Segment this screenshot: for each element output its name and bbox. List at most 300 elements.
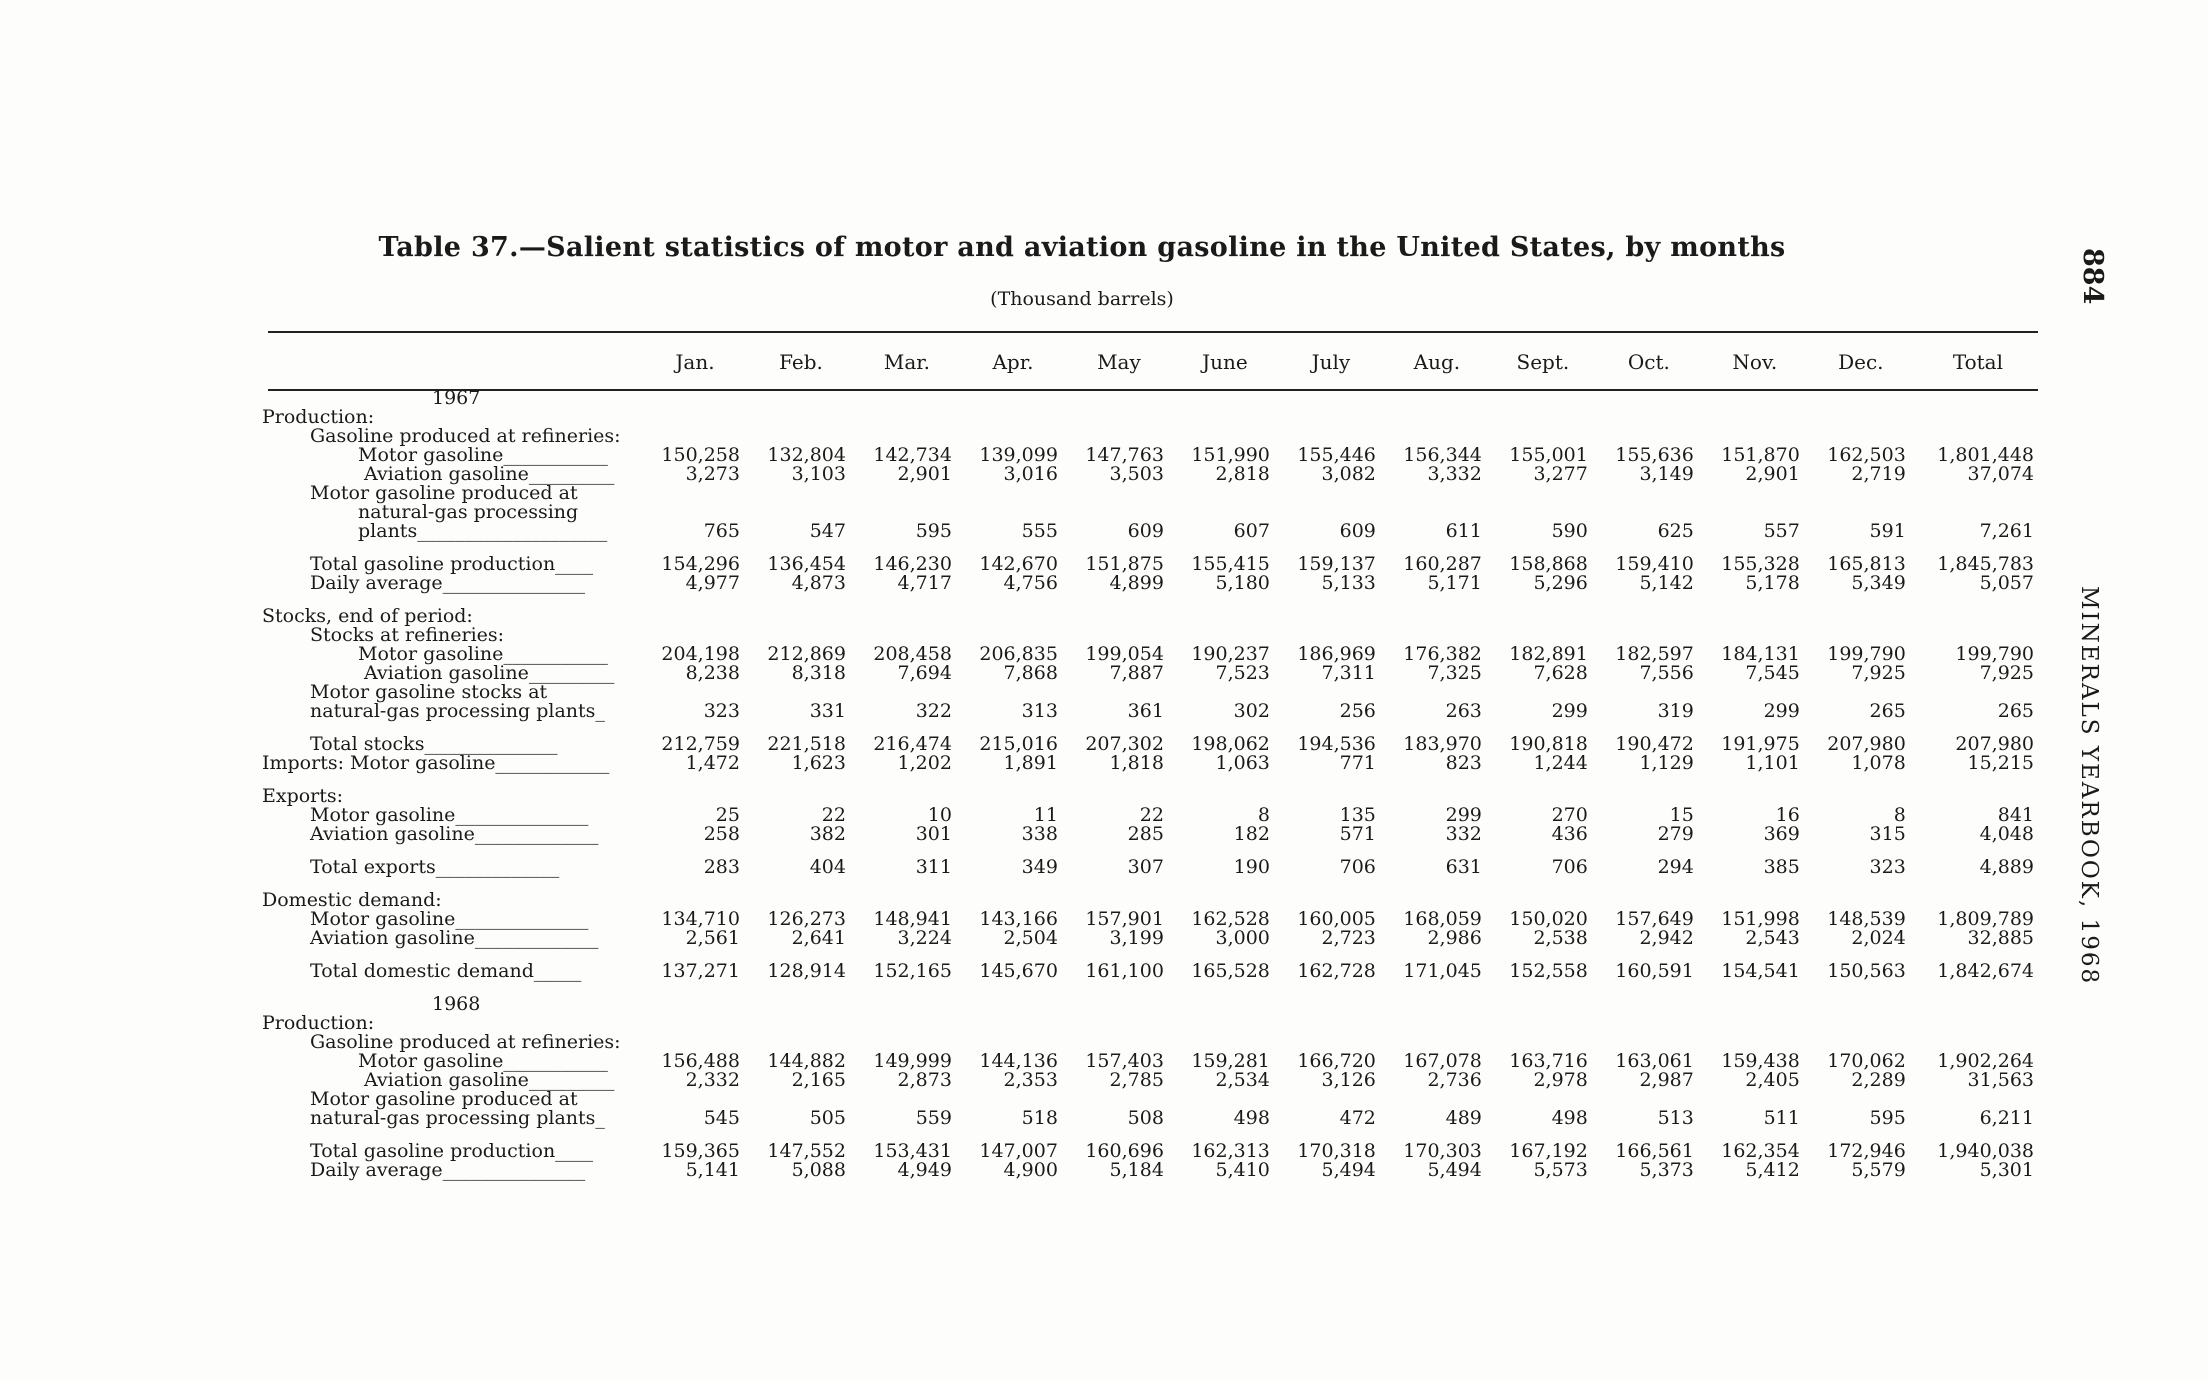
value-cell — [1702, 389, 1808, 408]
value-cell: 3,126 — [1321, 1069, 1376, 1091]
row-label: Total exports_____________ — [310, 856, 560, 878]
section-label-row — [262, 389, 2042, 408]
value-cell: 571 — [1339, 823, 1376, 845]
value-cell: 611 — [1445, 520, 1482, 542]
value-cell: 5,133 — [1321, 572, 1376, 594]
value-cell — [1808, 408, 1914, 427]
value-cell: 3,273 — [685, 463, 740, 485]
value-cell: 511 — [1763, 1107, 1800, 1129]
value-cell — [748, 1014, 854, 1033]
value-cell: 142,734 — [873, 444, 952, 466]
value-cell: 145,670 — [979, 960, 1058, 982]
row-label: Aviation gasoline_____________ — [310, 927, 599, 949]
value-cell: 207,302 — [1085, 733, 1164, 755]
value-cell: 139,099 — [979, 444, 1058, 466]
value-cell: 361 — [1127, 700, 1164, 722]
value-cell: 157,901 — [1085, 908, 1164, 930]
row-label: natural-gas processing plants_ — [310, 700, 605, 722]
value-cell: 16 — [1775, 804, 1800, 826]
value-cell: 150,258 — [661, 444, 740, 466]
value-cell — [1702, 607, 1808, 626]
value-cell: 489 — [1445, 1107, 1482, 1129]
value-cell: 152,558 — [1509, 960, 1588, 982]
value-cell: 283 — [703, 856, 740, 878]
value-cell: 161,100 — [1085, 960, 1164, 982]
value-cell: 265 — [1997, 700, 2034, 722]
value-cell: 182,891 — [1509, 643, 1588, 665]
table-row — [262, 825, 2042, 844]
value-cell: 7,887 — [1109, 662, 1164, 684]
value-cell — [1384, 484, 1490, 503]
value-cell — [1384, 1014, 1490, 1033]
row-label: Total domestic demand_____ — [310, 960, 582, 982]
value-cell — [1596, 607, 1702, 626]
value-cell: 1,809,789 — [1937, 908, 2034, 930]
spacer-row — [262, 981, 2042, 995]
value-cell: 3,000 — [1215, 927, 1270, 949]
column-header: Oct. — [1627, 349, 1670, 374]
value-cell: 147,763 — [1085, 444, 1164, 466]
value-cell: 5,579 — [1851, 1159, 1906, 1181]
value-cell — [1172, 484, 1278, 503]
value-cell: 322 — [915, 700, 952, 722]
value-cell: 150,020 — [1509, 908, 1588, 930]
value-cell: 1,801,448 — [1937, 444, 2034, 466]
value-cell: 2,024 — [1851, 927, 1906, 949]
value-cell: 170,062 — [1827, 1050, 1906, 1072]
value-cell: 3,277 — [1533, 463, 1588, 485]
value-cell: 823 — [1445, 752, 1482, 774]
value-cell: 159,410 — [1615, 553, 1694, 575]
column-header: Total — [1952, 349, 2003, 374]
value-cell — [1702, 484, 1808, 503]
section-label-row — [262, 995, 2042, 1014]
value-cell: 212,869 — [767, 643, 846, 665]
value-cell: 2,986 — [1427, 927, 1482, 949]
value-cell: 609 — [1127, 520, 1164, 542]
value-cell: 591 — [1869, 520, 1906, 542]
value-cell — [1702, 995, 1808, 1014]
value-cell — [1596, 995, 1702, 1014]
value-cell: 159,438 — [1721, 1050, 1800, 1072]
value-cell: 285 — [1127, 823, 1164, 845]
value-cell: 265 — [1869, 700, 1906, 722]
header-row — [262, 335, 2042, 389]
row-label: Production: — [262, 1012, 375, 1034]
value-cell: 204,198 — [661, 643, 740, 665]
value-cell: 1,244 — [1533, 752, 1588, 774]
value-cell — [1172, 1014, 1278, 1033]
row-label: Motor gasoline produced at — [310, 482, 578, 504]
value-cell: 182,597 — [1615, 643, 1694, 665]
value-cell — [1278, 408, 1384, 427]
value-cell: 2,534 — [1215, 1069, 1270, 1091]
value-cell — [1808, 995, 1914, 1014]
value-cell: 31,563 — [1967, 1069, 2034, 1091]
value-cell — [1384, 607, 1490, 626]
row-label: Daily average_______________ — [310, 1159, 586, 1181]
value-cell — [1278, 1014, 1384, 1033]
value-cell — [642, 484, 748, 503]
value-cell: 184,131 — [1721, 643, 1800, 665]
value-cell: 171,045 — [1403, 960, 1482, 982]
row-label: natural-gas processing plants_ — [310, 1107, 605, 1129]
value-cell: 765 — [703, 520, 740, 542]
row-label: Motor gasoline produced at — [310, 1088, 578, 1110]
value-cell: 4,873 — [791, 572, 846, 594]
value-cell: 208,458 — [873, 643, 952, 665]
value-cell: 183,970 — [1403, 733, 1482, 755]
value-cell — [1278, 389, 1384, 408]
value-cell: 162,354 — [1721, 1140, 1800, 1162]
value-cell: 147,007 — [979, 1140, 1058, 1162]
value-cell — [748, 484, 854, 503]
value-cell: 5,373 — [1639, 1159, 1694, 1181]
value-cell — [642, 995, 748, 1014]
row-label: Domestic demand: — [262, 889, 442, 911]
value-cell: 2,873 — [897, 1069, 952, 1091]
value-cell: 15,215 — [1967, 752, 2034, 774]
value-cell: 1,623 — [791, 752, 846, 774]
value-cell — [1490, 484, 1596, 503]
value-cell: 4,756 — [1003, 572, 1058, 594]
value-cell — [748, 607, 854, 626]
value-cell: 216,474 — [873, 733, 952, 755]
gasoline-statistics-table — [262, 335, 2042, 1180]
value-cell: 159,137 — [1297, 553, 1376, 575]
value-cell: 2,332 — [685, 1069, 740, 1091]
value-cell — [1490, 607, 1596, 626]
value-cell: 162,503 — [1827, 444, 1906, 466]
value-cell: 1,891 — [1003, 752, 1058, 774]
value-cell: 10 — [927, 804, 952, 826]
value-cell: 212,759 — [661, 733, 740, 755]
row-label: Aviation gasoline_________ — [364, 1069, 615, 1091]
value-cell — [1490, 389, 1596, 408]
value-cell — [1066, 389, 1172, 408]
value-cell — [854, 995, 960, 1014]
value-cell: 22 — [1139, 804, 1164, 826]
row-label: Motor gasoline___________ — [358, 444, 608, 466]
value-cell: 154,541 — [1721, 960, 1800, 982]
value-cell — [1384, 389, 1490, 408]
value-cell: 2,504 — [1003, 927, 1058, 949]
value-cell: 155,446 — [1297, 444, 1376, 466]
value-cell: 311 — [915, 856, 952, 878]
running-head: MINERALS YEARBOOK, 1968 — [2076, 586, 2102, 986]
value-cell: 8 — [1893, 804, 1906, 826]
value-cell — [1066, 484, 1172, 503]
value-cell: 1,472 — [685, 752, 740, 774]
value-cell: 206,835 — [979, 643, 1058, 665]
value-cell: 156,344 — [1403, 444, 1482, 466]
table-row — [262, 522, 2042, 541]
value-cell — [1172, 408, 1278, 427]
value-cell — [854, 607, 960, 626]
value-cell: 382 — [809, 823, 846, 845]
row-label: Motor gasoline___________ — [358, 643, 608, 665]
value-cell: 166,561 — [1615, 1140, 1694, 1162]
value-cell — [1278, 484, 1384, 503]
value-cell — [1490, 1014, 1596, 1033]
value-cell — [854, 408, 960, 427]
value-cell: 170,318 — [1297, 1140, 1376, 1162]
value-cell: 163,716 — [1509, 1050, 1588, 1072]
value-cell — [1808, 389, 1914, 408]
value-cell: 498 — [1233, 1107, 1270, 1129]
value-cell: 147,552 — [767, 1140, 846, 1162]
value-cell: 2,978 — [1533, 1069, 1588, 1091]
table-body — [262, 389, 2042, 1180]
value-cell: 162,528 — [1191, 908, 1270, 930]
column-header: Dec. — [1838, 349, 1884, 374]
value-cell: 3,199 — [1109, 927, 1164, 949]
table-subtitle: (Thousand barrels) — [990, 288, 1174, 310]
value-cell: 160,287 — [1403, 553, 1482, 575]
value-cell: 148,539 — [1827, 908, 1906, 930]
value-cell — [748, 389, 854, 408]
value-cell: 15 — [1669, 804, 1694, 826]
value-cell: 472 — [1339, 1107, 1376, 1129]
column-header: Mar. — [883, 349, 931, 374]
value-cell: 331 — [809, 700, 846, 722]
value-cell: 299 — [1551, 700, 1588, 722]
value-cell — [960, 995, 1066, 1014]
value-cell: 385 — [1763, 856, 1800, 878]
value-cell: 5,573 — [1533, 1159, 1588, 1181]
value-cell: 190,237 — [1191, 643, 1270, 665]
value-cell — [1914, 607, 2042, 626]
value-cell: 137,271 — [661, 960, 740, 982]
value-cell: 2,818 — [1215, 463, 1270, 485]
value-cell: 148,941 — [873, 908, 952, 930]
value-cell: 153,431 — [873, 1140, 952, 1162]
value-cell: 1,845,783 — [1937, 553, 2034, 575]
value-cell: 5,141 — [685, 1159, 740, 1181]
row-label: natural-gas processing — [358, 501, 579, 523]
value-cell — [748, 408, 854, 427]
value-cell: 162,728 — [1297, 960, 1376, 982]
table-row — [262, 962, 2042, 981]
value-cell: 199,790 — [1955, 643, 2034, 665]
value-cell: 2,538 — [1533, 927, 1588, 949]
value-cell: 2,543 — [1745, 927, 1800, 949]
value-cell: 590 — [1551, 520, 1588, 542]
value-cell: 155,328 — [1721, 553, 1800, 575]
value-cell: 323 — [1869, 856, 1906, 878]
value-cell: 263 — [1445, 700, 1482, 722]
value-cell: 182 — [1233, 823, 1270, 845]
value-cell: 270 — [1551, 804, 1588, 826]
year-heading: 1967 — [432, 387, 481, 409]
value-cell — [1066, 1014, 1172, 1033]
value-cell: 1,818 — [1109, 752, 1164, 774]
value-cell: 221,518 — [767, 733, 846, 755]
value-cell — [642, 408, 748, 427]
value-cell: 349 — [1021, 856, 1058, 878]
column-header: June — [1202, 349, 1248, 374]
value-cell — [1490, 408, 1596, 427]
row-label: Total gasoline production____ — [310, 1140, 594, 1162]
value-cell: 302 — [1233, 700, 1270, 722]
value-cell: 151,990 — [1191, 444, 1270, 466]
value-cell: 8,318 — [791, 662, 846, 684]
value-cell: 4,900 — [1003, 1159, 1058, 1181]
value-cell: 190,472 — [1615, 733, 1694, 755]
value-cell: 207,980 — [1827, 733, 1906, 755]
value-cell: 149,999 — [873, 1050, 952, 1072]
row-label: Total stocks______________ — [310, 733, 558, 755]
value-cell — [1914, 408, 2042, 427]
value-cell: 5,349 — [1851, 572, 1906, 594]
value-cell: 5,178 — [1745, 572, 1800, 594]
row-label: Total gasoline production____ — [310, 553, 594, 575]
value-cell: 134,710 — [661, 908, 740, 930]
value-cell — [854, 1014, 960, 1033]
value-cell: 163,061 — [1615, 1050, 1694, 1072]
value-cell: 256 — [1339, 700, 1376, 722]
value-cell — [642, 389, 748, 408]
value-cell: 165,528 — [1191, 960, 1270, 982]
column-header: Nov. — [1732, 349, 1778, 374]
spacer-row — [262, 773, 2042, 787]
value-cell — [1066, 607, 1172, 626]
value-cell: 155,001 — [1509, 444, 1588, 466]
value-cell: 332 — [1445, 823, 1482, 845]
value-cell: 2,165 — [791, 1069, 846, 1091]
value-cell — [1808, 607, 1914, 626]
value-cell: 3,332 — [1427, 463, 1482, 485]
value-cell: 595 — [915, 520, 952, 542]
value-cell: 159,365 — [661, 1140, 740, 1162]
value-cell: 7,556 — [1639, 662, 1694, 684]
value-cell: 3,082 — [1321, 463, 1376, 485]
value-cell: 299 — [1763, 700, 1800, 722]
value-cell: 151,870 — [1721, 444, 1800, 466]
table-row — [262, 574, 2042, 593]
value-cell: 2,987 — [1639, 1069, 1694, 1091]
value-cell: 557 — [1763, 520, 1800, 542]
value-cell: 1,842,674 — [1937, 960, 2034, 982]
column-header: July — [1311, 349, 1351, 374]
value-cell: 7,311 — [1321, 662, 1376, 684]
value-cell: 5,171 — [1427, 572, 1482, 594]
value-cell — [1172, 995, 1278, 1014]
value-cell: 2,289 — [1851, 1069, 1906, 1091]
row-label: Motor gasoline___________ — [358, 1050, 608, 1072]
value-cell: 8 — [1257, 804, 1270, 826]
value-cell: 37,074 — [1967, 463, 2034, 485]
value-cell: 315 — [1869, 823, 1906, 845]
value-cell: 5,494 — [1321, 1159, 1376, 1181]
value-cell: 5,142 — [1639, 572, 1694, 594]
value-cell: 162,313 — [1191, 1140, 1270, 1162]
year-heading: 1968 — [432, 993, 481, 1015]
column-header: Jan. — [675, 349, 715, 374]
value-cell — [960, 408, 1066, 427]
value-cell — [1596, 484, 1702, 503]
value-cell — [1172, 389, 1278, 408]
value-cell: 167,192 — [1509, 1140, 1588, 1162]
value-cell: 2,353 — [1003, 1069, 1058, 1091]
value-cell: 505 — [809, 1107, 846, 1129]
table-title: Table 37.—Salient statistics of motor and aviation gasoline in the United States, by months — [378, 232, 1786, 263]
value-cell — [854, 484, 960, 503]
table-row — [262, 858, 2042, 877]
value-cell: 513 — [1657, 1107, 1694, 1129]
value-cell: 3,503 — [1109, 463, 1164, 485]
row-label: Aviation gasoline_________ — [364, 463, 615, 485]
value-cell — [748, 995, 854, 1014]
value-cell: 545 — [703, 1107, 740, 1129]
value-cell — [1490, 995, 1596, 1014]
spacer-cell — [262, 593, 2042, 607]
row-label: Exports: — [262, 785, 344, 807]
value-cell: 4,048 — [1979, 823, 2034, 845]
value-cell: 4,889 — [1979, 856, 2034, 878]
value-cell: 5,412 — [1745, 1159, 1800, 1181]
value-cell: 7,545 — [1745, 662, 1800, 684]
column-header: Aug. — [1413, 349, 1461, 374]
value-cell: 258 — [703, 823, 740, 845]
row-label: Stocks, end of period: — [262, 605, 473, 627]
row-label: Aviation gasoline_____________ — [310, 823, 599, 845]
value-cell: 144,882 — [767, 1050, 846, 1072]
column-header: Sept. — [1516, 349, 1570, 374]
value-cell: 2,942 — [1639, 927, 1694, 949]
row-label: Imports: Motor gasoline____________ — [262, 752, 610, 774]
table-row — [262, 702, 2042, 721]
value-cell — [854, 389, 960, 408]
value-cell: 3,016 — [1003, 463, 1058, 485]
value-cell: 313 — [1021, 700, 1058, 722]
value-cell: 1,902,264 — [1937, 1050, 2034, 1072]
row-label: Daily average_______________ — [310, 572, 586, 594]
value-cell — [1808, 1014, 1914, 1033]
spacer-cell — [262, 877, 2042, 891]
value-cell: 8,238 — [685, 662, 740, 684]
value-cell: 150,563 — [1827, 960, 1906, 982]
table-row — [262, 1161, 2042, 1180]
value-cell: 151,875 — [1085, 553, 1164, 575]
value-cell — [1278, 607, 1384, 626]
value-cell: 190 — [1233, 856, 1270, 878]
value-cell — [960, 389, 1066, 408]
stub-header — [262, 335, 642, 389]
value-cell: 595 — [1869, 1107, 1906, 1129]
value-cell: 142,670 — [979, 553, 1058, 575]
value-cell: 5,494 — [1427, 1159, 1482, 1181]
value-cell — [1384, 995, 1490, 1014]
value-cell: 1,078 — [1851, 752, 1906, 774]
value-cell: 3,149 — [1639, 463, 1694, 485]
value-cell: 143,166 — [979, 908, 1058, 930]
value-cell: 32,885 — [1967, 927, 2034, 949]
value-cell: 167,078 — [1403, 1050, 1482, 1072]
value-cell: 186,969 — [1297, 643, 1376, 665]
value-cell: 194,536 — [1297, 733, 1376, 755]
value-cell: 199,054 — [1085, 643, 1164, 665]
value-cell: 547 — [809, 520, 846, 542]
top-rule — [268, 331, 2038, 333]
value-cell: 771 — [1339, 752, 1376, 774]
value-cell: 5,088 — [791, 1159, 846, 1181]
value-cell: 6,211 — [1979, 1107, 2034, 1129]
row-label: Stocks at refineries: — [310, 624, 505, 646]
value-cell: 1,101 — [1745, 752, 1800, 774]
value-cell: 7,694 — [897, 662, 952, 684]
row-label: Gasoline produced at refineries: — [310, 1031, 621, 1053]
